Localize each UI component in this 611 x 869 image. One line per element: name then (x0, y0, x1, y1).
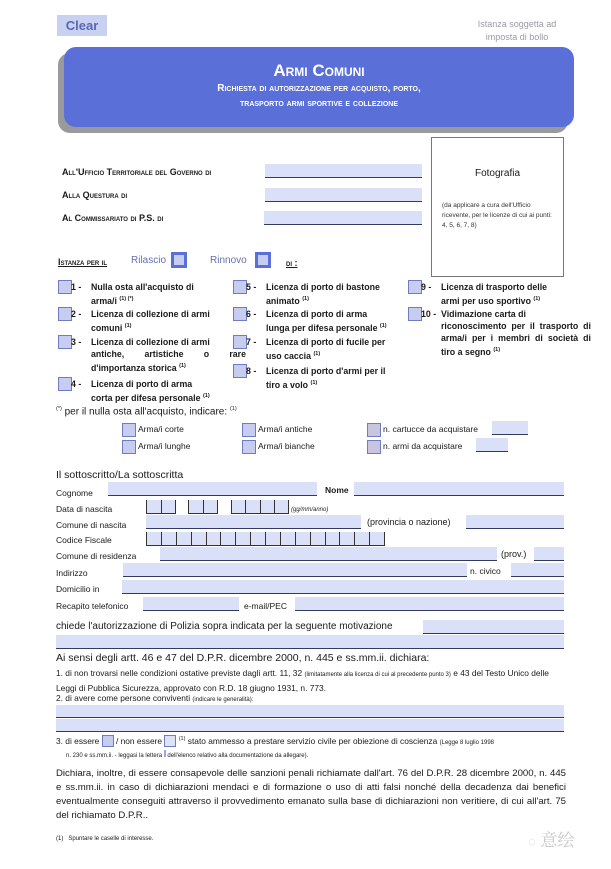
footnote-ref: (1) (533, 296, 541, 302)
item-4-label (71, 378, 246, 404)
item-6-checkbox[interactable] (233, 307, 247, 321)
cartucce-field[interactable] (492, 421, 528, 435)
codice-fiscale-label: Codice Fiscale (56, 535, 112, 545)
num-armi-label: n. armi da acquistare (383, 441, 463, 451)
item-text: Licenza di collezione di armi (91, 337, 210, 347)
comune-residenza-field[interactable] (160, 547, 497, 561)
clear-button[interactable]: Clear (57, 15, 107, 36)
form-title: Armi Comuni (273, 61, 365, 80)
item-text-rest: animato (266, 295, 300, 306)
item-number: 10 - (421, 309, 437, 319)
point-3-note-a: n. 230 e ss.mm.ii. - leggasi la lettera (66, 753, 163, 759)
domicilio-field[interactable] (122, 580, 564, 594)
point-2-text: 2. di avere come persone conviventi (56, 693, 191, 703)
recipient-ufficio-label: All'Ufficio Territoriale del Governo di (62, 167, 212, 177)
birth-month-field[interactable] (188, 500, 218, 514)
item-number: 5 - (246, 282, 257, 292)
item-text-rest: antiche, artistiche o rare d'importanza storica (91, 349, 246, 373)
rinnovo-label: Rinnovo (210, 255, 247, 266)
item-text: Licenza di collezione di armi (91, 309, 210, 319)
motivazione-field-2[interactable] (56, 635, 564, 649)
comune-nascita-field[interactable] (146, 515, 361, 529)
item-text: Vidimazione carta di (441, 309, 526, 319)
item-number: 7 - (246, 337, 257, 347)
nome-field[interactable] (354, 482, 564, 496)
item-2-label (71, 308, 246, 334)
essere-checkbox[interactable] (102, 735, 114, 747)
point-1-text-2: e 43 del Testo Unico delle Leggi di Pubblica Sicurezza, approvato con R.D. 18 giugno 1931, n. 773. (56, 668, 549, 693)
provincia-label: (provincia o nazione) (367, 517, 451, 527)
item-2-checkbox[interactable] (58, 307, 72, 321)
cartucce-checkbox[interactable] (367, 423, 381, 437)
form-subtitle-2: trasporto armi sportive e collezione (240, 98, 398, 109)
cognome-label: Cognome (56, 488, 93, 498)
item-text-rest: lunga per difesa personale (266, 322, 378, 333)
cartucce-label: n. cartucce da acquistare (383, 424, 478, 434)
item-text-cont (71, 390, 246, 404)
item-9-label (421, 281, 578, 307)
footnote-ref: (1) (202, 393, 210, 399)
item-text: Licenza di trasporto delle (441, 282, 548, 292)
star-ref: (*) (56, 406, 62, 412)
item-8-checkbox[interactable] (233, 364, 247, 378)
declaration-point-2 (56, 693, 253, 703)
lettera-field[interactable] (164, 750, 166, 757)
arme-lunghe-checkbox[interactable] (122, 440, 136, 454)
point-1-note: (limitatamente alla licenza di cui al precedente punto 3) (304, 672, 451, 678)
footnote-text: Spuntare le caselle di interesse. (68, 836, 154, 842)
footnote-ref: (1) (179, 363, 186, 369)
item-text: Licenza di porto di fucile per (266, 337, 386, 347)
item-text-cont (246, 293, 406, 307)
prov-label: (prov.) (501, 549, 527, 559)
item-text-cont (421, 320, 591, 358)
nulla-osta-label (56, 406, 237, 417)
telefono-field[interactable] (143, 597, 239, 611)
item-text: Licenza di porto d'armi per il (266, 366, 386, 376)
item-text-rest: uso caccia (266, 350, 311, 361)
recipient-commissariato-label: Al Commissariato di P.S. di (62, 213, 164, 223)
item-number: 2 - (71, 309, 82, 319)
birth-day-field[interactable] (146, 500, 176, 514)
recipient-questura-field[interactable] (265, 188, 422, 202)
photo-note: (da applicare a cura dell'Ufficio ricevente, per le licenze di cui ai punti: 4, 5, 6, 7, 8) (442, 202, 552, 229)
point-1-text: 1. di non trovarsi nelle condizioni ostative previste dagli artt. 11, 32 (56, 668, 303, 678)
item-text-cont (71, 293, 246, 307)
data-nascita-label: Data di nascita (56, 504, 113, 514)
item-6-label (246, 308, 406, 334)
item-3-checkbox[interactable] (58, 335, 72, 349)
declaration-heading: Ai sensi degli artt. 46 e 47 del D.P.R. dicembre 2000, n. 445 e ss.mm.ii. dichiara: (56, 652, 430, 664)
item-text-rest: corta per difesa personale (91, 392, 201, 403)
point-3-note: (Legge 8 luglio 1998 (439, 740, 494, 746)
item-text-cont (246, 377, 406, 391)
email-field[interactable] (295, 597, 564, 611)
watermark-text: 意绘 (540, 831, 575, 850)
point-3-non-essere: / non essere (115, 736, 163, 746)
item-number: 4 - (71, 379, 82, 389)
email-label: e-mail/PEC (244, 601, 287, 611)
item-number: 3 - (71, 337, 82, 347)
item-1-checkbox[interactable] (58, 280, 72, 294)
item-text: Licenza di porto di arma (91, 379, 193, 389)
item-text-rest: armi per uso sportivo (441, 295, 531, 306)
item-8-label (246, 365, 406, 391)
item-text-rest: riconoscimento per il trasporto di arma/i per i membri di società di tiro a segno (441, 321, 591, 357)
form-subtitle-1: Richiesta di autorizzazione per acquisto, porto, (217, 83, 421, 94)
footnote-ref: (1) (178, 736, 186, 743)
cognome-field[interactable] (108, 482, 317, 496)
num-armi-checkbox[interactable] (367, 440, 381, 454)
arme-bianche-checkbox[interactable] (242, 440, 256, 454)
comune-residenza-label: Comune di residenza (56, 551, 137, 561)
item-7-label (246, 336, 406, 362)
motivazione-label: chiede l'autorizzazione di Polizia sopra indicata per la seguente motivazione (56, 621, 393, 632)
item-7-checkbox[interactable] (233, 335, 247, 349)
item-number: 6 - (246, 309, 257, 319)
recipient-questura-label: Alla Questura di (62, 190, 128, 200)
nulla-osta-text: per il nulla osta all'acquisto, indicare: (64, 406, 228, 418)
item-number: 1 - (71, 282, 82, 292)
item-text-cont (71, 348, 246, 374)
indirizzo-label: Indirizzo (56, 568, 88, 578)
conviventi-field-2[interactable] (56, 719, 564, 732)
civico-label: n. civico (470, 566, 501, 576)
item-5-label (246, 281, 406, 307)
item-text: Nulla osta all'acquisto di (91, 282, 194, 292)
item-4-checkbox[interactable] (58, 377, 72, 391)
footnote-ref: (1) (302, 296, 309, 302)
arme-corte-checkbox[interactable] (122, 423, 136, 437)
item-text-rest: comuni (91, 322, 123, 333)
item-text-rest: tiro a volo (266, 379, 309, 390)
arme-corte-label: Arma/i corte (138, 424, 184, 434)
motivazione-field-1[interactable] (423, 620, 564, 634)
item-10-label (421, 308, 591, 358)
item-text-cont (246, 348, 406, 362)
photo-title: Fotografia (474, 168, 521, 179)
declaration-point-1 (56, 667, 566, 695)
civico-field[interactable] (511, 563, 564, 577)
point-3-note-b: dell'elenco relativo alla documentazione da allegare). (167, 753, 309, 759)
footnote-ref: (1) (493, 347, 501, 353)
stamp-note: Istanza soggetta ad imposta di bollo (477, 19, 557, 42)
di-label: di : (286, 258, 298, 268)
rilascio-checkbox[interactable] (171, 252, 187, 268)
footnote-ref: (1) (379, 323, 387, 329)
footnote-ref: (1) (*) (119, 296, 134, 302)
item-number: 8 - (246, 366, 257, 376)
item-text-cont (71, 320, 246, 334)
chat-bubble-icon: ◌ (528, 834, 536, 849)
declaration-point-3 (56, 735, 494, 747)
arme-bianche-label: Arma/i bianche (258, 441, 315, 451)
arme-lunghe-label: Arma/i lunghe (138, 441, 191, 451)
birth-year-field[interactable] (231, 500, 289, 514)
item-number: 9 - (421, 282, 432, 292)
recipient-commissariato-field[interactable] (264, 211, 422, 225)
num-armi-field[interactable] (476, 438, 508, 452)
prov-field[interactable] (534, 547, 564, 561)
istanza-label: Istanza per il (58, 257, 108, 267)
arme-antiche-checkbox[interactable] (242, 423, 256, 437)
point-2-note: (indicare le generalità): (192, 697, 254, 703)
final-declaration: Dichiara, inoltre, di essere consapevole delle sanzioni penali richiamate dall'art. 76 del D.P.R. 28 dicembre 2000, n. 445 e ss.mm.ii. in caso di dichiarazioni mendaci e di formazione o uso di atti falsi nonché della decadenza dai benefici eventualmente conseguiti attraverso il provvedimento emanato sulla base di dichiarazioni non veritiere, di cui all'art. 75 del richiamato D.P.R.. (56, 768, 566, 821)
item-1-label (71, 281, 246, 307)
footnote-ref: (1) (310, 380, 318, 386)
item-9-checkbox[interactable] (408, 280, 422, 294)
item-text: Licenza di porto di bastone (266, 282, 380, 292)
comune-nascita-label: Comune di nascita (56, 520, 127, 530)
indirizzo-field[interactable] (123, 563, 467, 577)
non-essere-checkbox[interactable] (164, 735, 176, 747)
date-format-hint: (gg/mm/anno) (291, 507, 329, 513)
item-10-checkbox[interactable] (408, 307, 422, 321)
point-3-text: stato ammesso a prestare servizio civile per obiezione di coscienza (187, 736, 438, 746)
point-3-note-2 (66, 750, 308, 759)
item-text-rest: arma/i (91, 295, 117, 306)
footnote-ref: (1) (124, 323, 132, 329)
conviventi-field-1[interactable] (56, 705, 564, 718)
arme-antiche-label: Arma/i antiche (258, 424, 313, 434)
rinnovo-checkbox[interactable] (255, 252, 271, 268)
telefono-label: Recapito telefonico (56, 601, 129, 611)
footnote-num: (1) (56, 836, 64, 842)
item-3-label (71, 336, 246, 374)
rilascio-label: Rilascio (131, 255, 167, 266)
item-5-checkbox[interactable] (233, 280, 247, 294)
watermark (528, 826, 574, 851)
provincia-field[interactable] (466, 515, 564, 529)
header-banner (64, 47, 574, 127)
photo-box (431, 137, 564, 277)
nome-label: Nome (325, 485, 349, 495)
footnote-ref: (1) (313, 351, 321, 357)
item-text-cont (246, 320, 406, 334)
recipient-ufficio-field[interactable] (265, 164, 422, 178)
domicilio-label: Domicilio in (56, 584, 100, 594)
personal-heading: Il sottoscritto/La sottoscritta (56, 469, 184, 481)
point-3-essere: 3. di essere (56, 736, 100, 746)
item-text-cont (421, 293, 578, 307)
footnote-ref: (1) (229, 406, 237, 412)
codice-fiscale-field[interactable] (146, 532, 385, 546)
footnote (56, 836, 153, 842)
item-text: Licenza di porto di arma (266, 309, 368, 319)
